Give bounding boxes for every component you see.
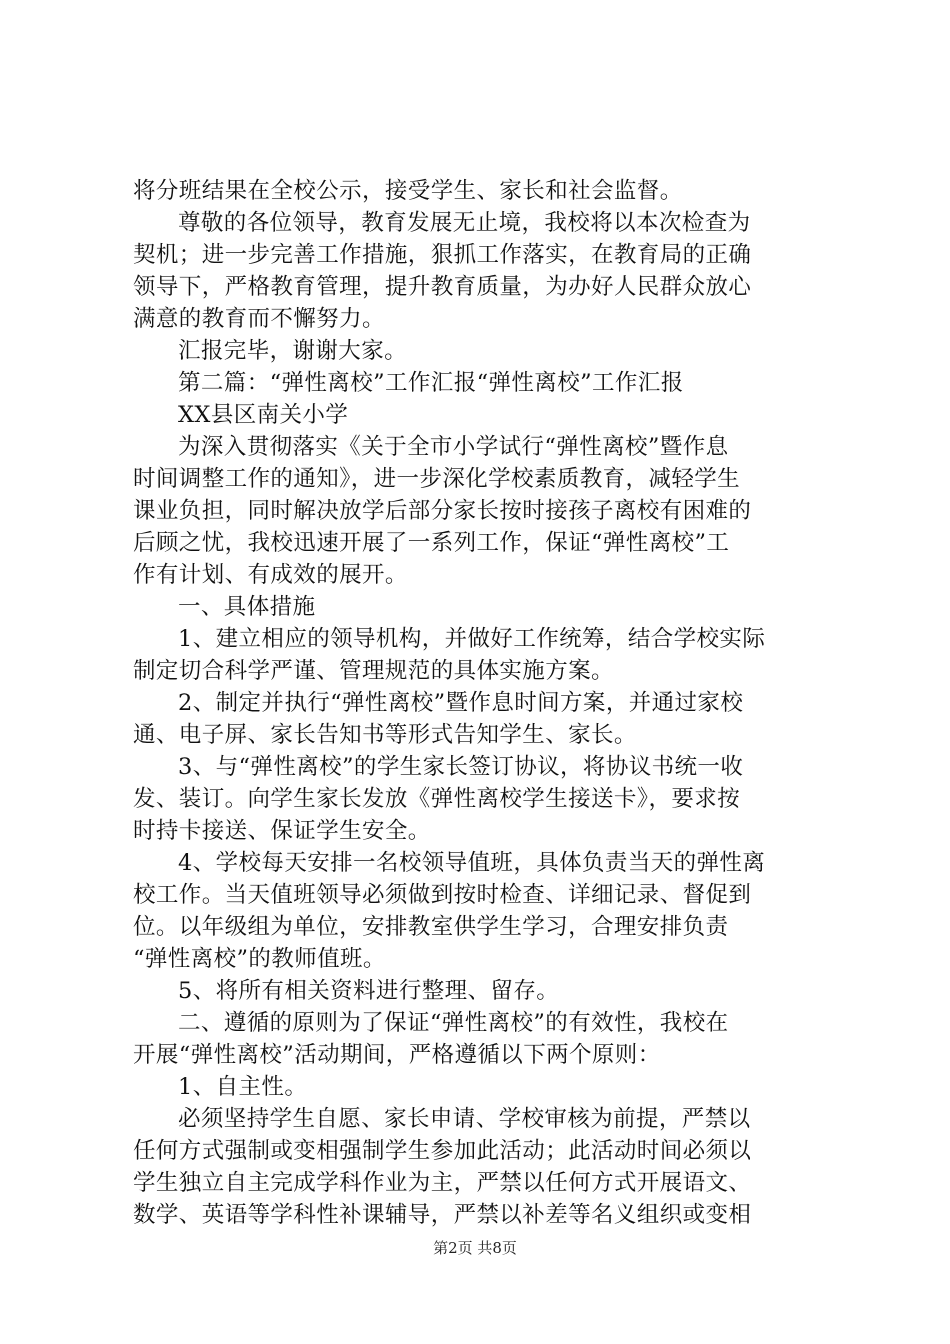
text-line: 时持卡接送、保证学生安全。: [133, 818, 431, 844]
text-line: 契机；进一步完善工作措施，狠抓工作落实，在教育局的正确: [133, 242, 752, 268]
section-heading: 第二篇：“弹性离校”工作汇报“弹性离校”工作汇报: [178, 370, 684, 396]
text-line: 任何方式强制或变相强制学生参加此活动；此活动时间必须以: [133, 1138, 752, 1164]
text-line: 作有计划、有成效的展开。: [133, 562, 408, 588]
school-name: XX县区南关小学: [178, 402, 349, 428]
text-line: 5、将所有相关资料进行整理、留存。: [178, 978, 560, 1004]
text-line: 领导下，严格教育管理，提升教育质量，为办好人民群众放心: [133, 274, 752, 300]
text-line: 必须坚持学生自愿、家长申请、学校审核为前提，严禁以: [178, 1106, 751, 1132]
page-footer: 第2页 共8页: [433, 1239, 517, 1257]
text-line: 将分班结果在全校公示，接受学生、家长和社会监督。: [133, 178, 683, 204]
text-line: “弹性离校”的教师值班。: [133, 946, 386, 972]
subheading: 二、遵循的原则为了保证“弹性离校”的有效性，我校在: [178, 1010, 729, 1036]
text-line: 4、学校每天安排一名校领导值班，具体负责当天的弹性离: [178, 850, 766, 876]
subheading: 一、具体措施: [178, 594, 316, 620]
text-line: 后顾之忧，我校迅速开展了一系列工作，保证“弹性离校”工: [133, 530, 730, 556]
text-line: 时间调整工作的通知》，进一步深化学校素质教育，减轻学生: [133, 466, 741, 492]
text-line: 尊敬的各位领导，教育发展无止境，我校将以本次检查为: [178, 210, 751, 236]
text-line: 汇报完毕，谢谢大家。: [178, 338, 408, 364]
text-line: 2、制定并执行“弹性离校”暨作息时间方案，并通过家校: [178, 690, 744, 716]
text-line: 制定切合科学严谨、管理规范的具体实施方案。: [133, 658, 614, 684]
text-line: 通、电子屏、家长告知书等形式告知学生、家长。: [133, 722, 637, 748]
text-line: 校工作。当天值班领导必须做到按时检查、详细记录、督促到: [133, 882, 752, 908]
text-line: 开展“弹性离校”活动期间，严格遵循以下两个原则：: [133, 1042, 661, 1068]
text-line: 满意的教育而不懈努力。: [133, 306, 385, 332]
text-line: 课业负担，同时解决放学后部分家长按时接孩子离校有困难的: [133, 498, 752, 524]
text-line: 学生独立自主完成学科作业为主，严禁以任何方式开展语文、: [133, 1170, 752, 1196]
text-line: 位。以年级组为单位，安排教室供学生学习，合理安排负责: [133, 914, 729, 940]
text-line: 为深入贯彻落实《关于全市小学试行“弹性离校”暨作息: [178, 434, 729, 460]
text-line: 发、装订。向学生家长发放《弹性离校学生接送卡》，要求按: [133, 786, 741, 812]
text-line: 数学、英语等学科性补课辅导，严禁以补差等名义组织或变相: [133, 1202, 752, 1228]
text-line: 1、建立相应的领导机构，并做好工作统筹，结合学校实际: [178, 626, 766, 652]
text-line: 1、自主性。: [178, 1074, 308, 1100]
text-line: 3、与“弹性离校”的学生家长签订协议，将协议书统一收: [178, 754, 744, 780]
